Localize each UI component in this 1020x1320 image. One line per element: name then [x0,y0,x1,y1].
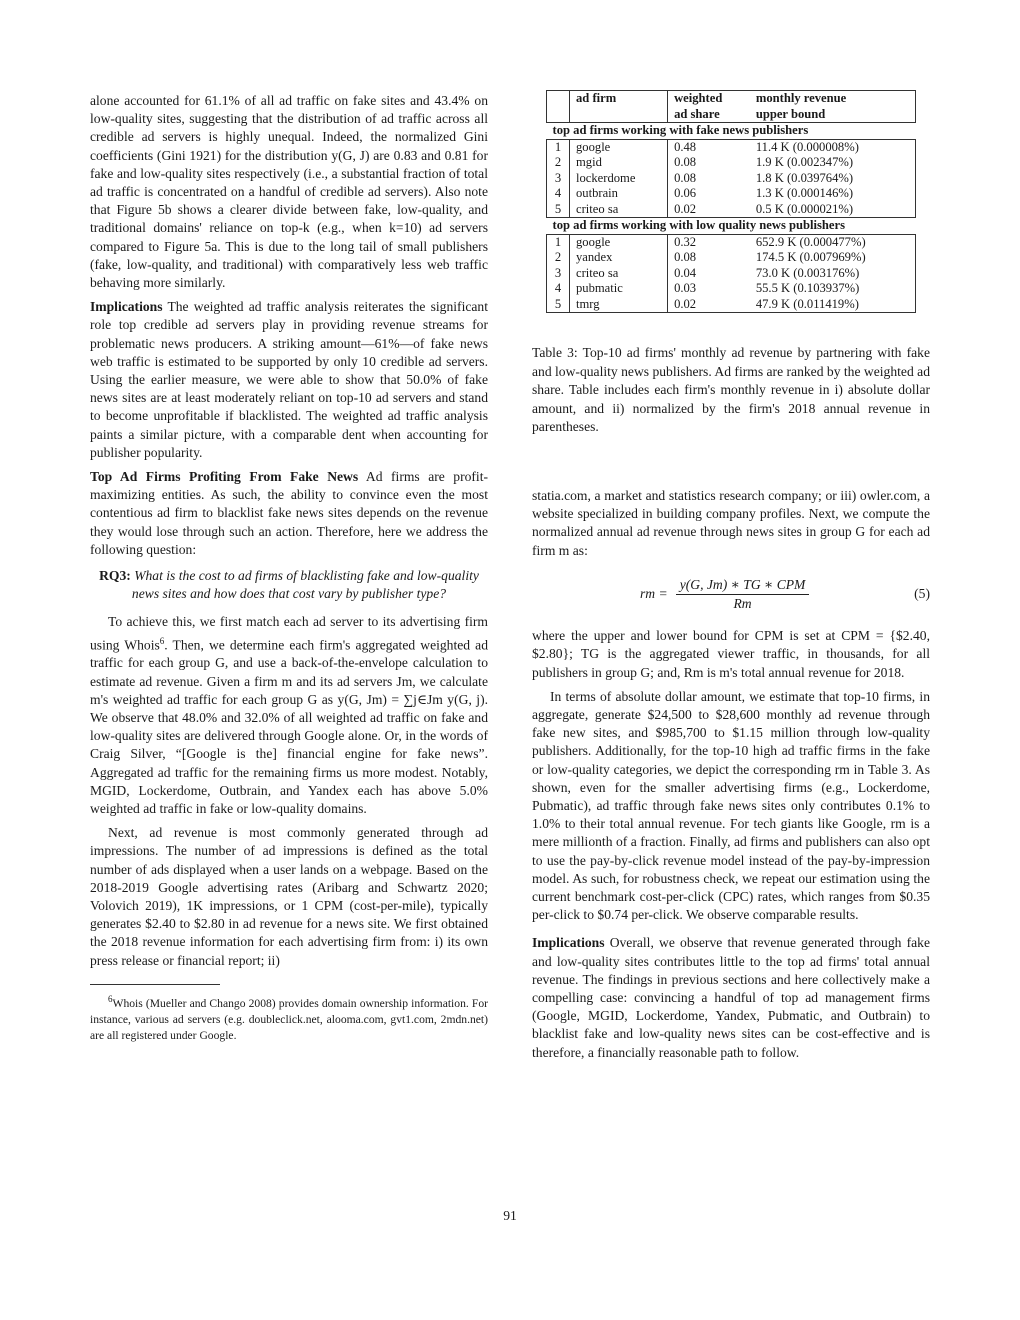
paragraph-implications-2: Implications Overall, we observe that revenue generated through fake and low-quality sites contributes little to the top ad firms' total annual revenue. The findings in previous sections and here collectively make a compelling case: convincing a handful of top ad management firms (Google, MGID, Lockerdome, Yandex, Pubmatic, and Outbrain) to blacklist fake and low-quality news sites can be cost-effective and is therefore, a financially reasonable path to follow. [532,935,931,1060]
low-quality-rows [547,234,916,313]
revenue-cell: 55.5 K (0.103937%) [750,281,916,297]
table-row [547,202,916,218]
share-cell: 0.02 [668,297,750,313]
equation-denominator: Rm [733,596,752,612]
table-row [547,281,916,297]
rank-cell: 1 [547,139,570,155]
rank-cell: 4 [547,186,570,202]
firm-cell: criteo sa [570,202,668,218]
share-cell: 0.08 [668,171,750,187]
table-row [547,234,916,250]
section-fake: top ad firms working with fake news publishers [552,123,809,137]
paragraph-top-ad-firms: Top Ad Firms Profiting From Fake News Ad firms are profit-maximizing entities. As such, the ability to convince even the most contentious ad firm to blacklist fake news sites depends on the revenue they would lose through such an action. Therefore, here we address the following question: [90,469,489,557]
share-cell: 0.08 [668,155,750,171]
table-row [547,155,916,171]
table-row [547,250,916,266]
rank-cell: 3 [547,266,570,282]
revenue-cell: 11.4 K (0.000008%) [750,139,916,155]
footnote-ref: 6 [159,635,165,646]
share-cell: 0.08 [668,250,750,266]
revenue-cell: 652.9 K (0.000477%) [750,234,916,250]
revenue-cell: 174.5 K (0.007969%) [750,250,916,266]
rq3-label: RQ3: [99,568,131,584]
rank-cell: 5 [547,202,570,218]
table-row [547,266,916,282]
header-monthly-revenue: monthly revenue [750,91,916,107]
revenue-cell: 73.0 K (0.003176%) [750,266,916,282]
implications-heading-2: Implications [532,935,605,951]
footnote-divider [90,984,220,985]
equation-lhs: rm = [640,586,668,602]
revenue-cell: 1.3 K (0.000146%) [750,186,916,202]
firm-cell: criteo sa [570,266,668,282]
share-cell: 0.32 [668,234,750,250]
firm-cell: google [570,139,668,155]
equation-number: (5) [914,586,930,602]
share-cell: 0.02 [668,202,750,218]
revenue-cell: 1.8 K (0.039764%) [750,171,916,187]
paragraph-dollar-amount: In terms of absolute dollar amount, we estimate that top-10 firms, in aggregate, generate $24,500 to $28,600 monthly ad revenue through fake new sites, and $985,700 to $1.15 million through low-quality publishers. Additionally, for the top-10 high ad traffic firms in the fake or low-quality categories, we depict the corresponding rm in Table 3. As shown, even for the smaller advertising firms (e.g., Lockerdome, Pubmatic), ad traffic through fake news sites only contributes 0.1% to 1.0% to their total annual revenue. For tech giants like Google, rm is a mere millionth of a fraction. Finally, ad firms and publishers can also opt to use the pay-by-click revenue model instead of the pay-by-impression model. As such, for robustness check, we repeat our estimation using the current benchmark cost-per-click (CPC) rates, which ranges from $0.35 per-click to $0.74 per-click. We observe comparable results. [532,688,930,923]
revenue-cell: 0.5 K (0.000021%) [750,202,916,218]
share-cell: 0.03 [668,281,750,297]
table-row [547,171,916,187]
header-weighted: weighted [668,91,750,107]
paragraph-whois: To achieve this, we first match each ad server to its advertising firm using Whois$^6$. Then, we determine each firm's aggregated weighted ad traffic for each group G, and use a back-of-the-envelope calculation to estimate ad revenue. Given a firm m and its ad servers Jm, we calculate m's weighted ad traffic for each group G as y(G, Jm) = ∑j∈Jm y(G, j). We observe that 48.0% and 32.0% of all weighted ad traffic on fake and low-quality sites are delivered through Google alone. Or, in the words of Craig Silver, “[Google is the] financial engine for fake news”. Aggregated ad traffic for the remaining firms us more modest. Notably, MGID, Lockerdome, Outbrain, and Yandex each has above 5.0% weighted ad traffic in fake or low-quality domains. [90,614,488,817]
rank-cell: 2 [547,155,570,171]
firm-cell: pubmatic [570,281,668,297]
firm-cell: yandex [570,250,668,266]
share-cell: 0.04 [668,266,750,282]
implications-heading-1: Implications [90,299,163,315]
share-cell: 0.48 [668,139,750,155]
rank-cell: 4 [547,281,570,297]
page-number: 91 [503,1208,517,1223]
fake-rows [547,139,916,218]
research-question-3 [96,567,482,603]
table-row [547,139,916,155]
rank-cell: 5 [547,297,570,313]
firm-cell: lockerdome [570,171,668,187]
firm-cell: mgid [570,155,668,171]
paragraph-cpm-bounds: where the upper and lower bound for CPM is set at CPM = {$2.40, $2.80}; TG is the aggregated viewer traffic, in thousands, for all publishers in group G; and, Rm is m's total annual revenue for 2018. [532,628,930,680]
header-upper-bound: upper bound [750,107,916,123]
table-row [547,297,916,313]
revenue-cell: 47.9 K (0.011419%) [750,297,916,313]
paragraph-ad-impressions: Next, ad revenue is most commonly generated through ad impressions. The number of ad impressions is defined as the total number of ads displayed when a user lands on a webpage. Based on the 2018-2019 Google advertising rates (Aribarg and Schwartz 2020; Volovich 2019), 1K impressions, or 1 CPM (cost-per-mile), typically generates $2.40 to $2.80 in ad revenue for a news site. We first obtained the 2018 revenue information for each advertising firm from: i) its own press release or financial report; ii) [90,825,488,968]
table-row [547,186,916,202]
table-3 [546,90,916,313]
header-ad-firm: ad firm [570,91,668,107]
section-low-quality: top ad firms working with low quality news publishers [552,218,846,232]
equation-fraction [676,576,810,613]
share-cell: 0.06 [668,186,750,202]
equation-numerator: y(G, Jm) ∗ TG ∗ CPM [676,576,810,595]
rq3-text: What is the cost to ad firms of blacklisting fake and low-quality news sites and how does that cost vary by publisher type? [131,568,479,602]
top-ad-firms-heading: Top Ad Firms Profiting From Fake News [90,469,359,485]
footnote-mark: 6 [108,993,113,1004]
revenue-cell: 1.9 K (0.002347%) [750,155,916,171]
firm-cell: google [570,234,668,250]
header-ad-share: ad share [668,107,750,123]
table-3-caption: Table 3: Top-10 ad firms' monthly ad revenue by partnering with fake and low-quality news publishers. Ad firms are ranked by the weighted ad share. Table includes each firm's monthly revenue in i) absolute dollar amount, and ii) normalized by the firm's 2018 annual revenue in parentheses. [532,345,930,435]
rank-cell: 3 [547,171,570,187]
paragraph-gini: alone accounted for 61.1% of all ad traffic on fake sites and 43.4% on low-quality sites, suggesting that the distribution of ad traffic across all credible ad servers is highly unequal. Indeed, the normalized Gini coefficients (Gini 1921) for the distribution y(G, J) are 0.83 and 0.81 for fake and low-quality sites respectively (i.e., a substantial fraction of total ad traffic is concentrated on a handful of credible ad servers). Also note that Figure 5b shows a clearer divide between fake, low-quality, and traditional domains' reliance on top-k (e.g., when k=10) ad servers compared to Figure 5a. This is due to the long tail of small publishers (fake, low-quality, and traditional) with comparatively less web traffic behaving more similarly. [90,93,488,291]
rank-cell: 2 [547,250,570,266]
right-column [532,487,930,1068]
equation-5 [532,576,930,613]
firm-cell: outbrain [570,186,668,202]
left-column [90,92,488,1044]
footnote-whois: $^6$Whois (Mueller and Chango 2008) provides domain ownership information. For instance, various ad servers (e.g. doubleclick.net, alooma.com, gvt1.com, 2mdn.net) are all registered under Google. [90,993,488,1042]
rank-cell: 1 [547,234,570,250]
firm-cell: tmrg [570,297,668,313]
paragraph-implications-1: Implications The weighted ad traffic analysis reiterates the significant role top credible ad servers play in providing revenue streams for problematic news producers. A striking amount—61%—of fake news web traffic is estimated to be supported by only 10 credible ad servers. Using the earlier measure, we were able to show that 50.0% of fake news sites are at least moderately reliant on top-10 ad servers and stand to become unprofitable if blacklisted. The weighted ad traffic analysis paints a similar picture, with a comparable dent when accounting for publisher popularity. [90,299,488,460]
paragraph-statia: statia.com, a market and statistics research company; or iii) owler.com, a website specialized in building company profiles. Next, we compute the normalized annual ad revenue through news sites in group G for each ad firm m as: [532,488,930,558]
